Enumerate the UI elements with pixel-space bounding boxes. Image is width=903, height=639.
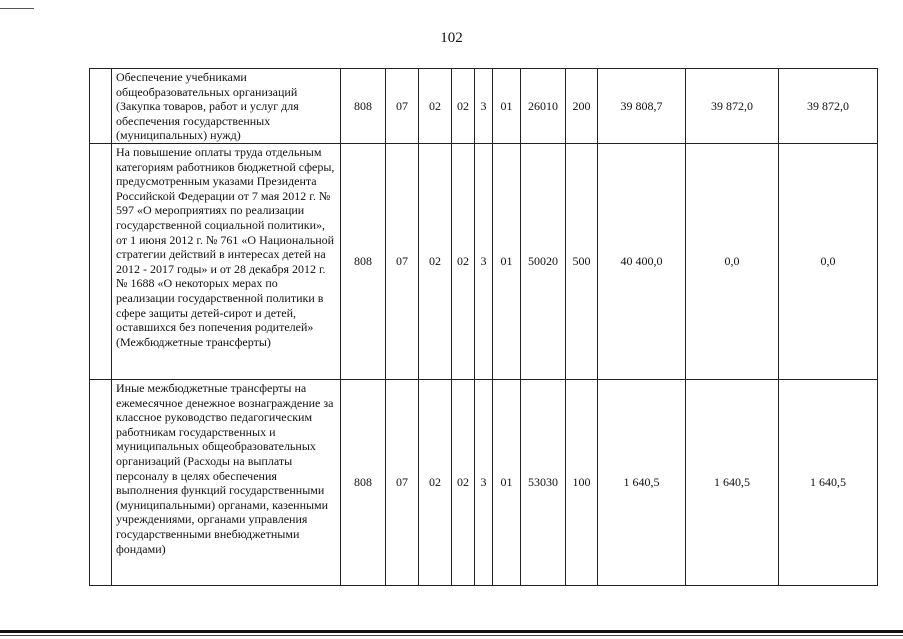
amount-year-3-cell: 1 640,5 xyxy=(779,380,878,586)
amount-year-1-cell: 39 808,7 xyxy=(598,69,686,144)
bottom-border-line xyxy=(0,635,903,636)
row-index-cell xyxy=(90,69,112,144)
direction-code-cell: 26010 xyxy=(521,69,566,144)
subprogram-code-cell: 3 xyxy=(475,69,493,144)
subprogram-code-cell: 3 xyxy=(475,144,493,380)
expense-type-cell: 100 xyxy=(566,380,598,586)
direction-code-cell: 50020 xyxy=(521,144,566,380)
section-code-cell: 07 xyxy=(386,69,419,144)
program-code-cell: 02 xyxy=(452,69,475,144)
ministry-code-cell: 808 xyxy=(341,69,386,144)
amount-year-2-cell: 1 640,5 xyxy=(686,380,779,586)
amount-year-3-cell: 0,0 xyxy=(779,144,878,380)
amount-year-2-cell: 39 872,0 xyxy=(686,69,779,144)
amount-year-3-cell: 39 872,0 xyxy=(779,69,878,144)
subprogram-code-cell: 3 xyxy=(475,380,493,586)
row-index-cell xyxy=(90,144,112,380)
activity-code-cell: 01 xyxy=(493,69,521,144)
direction-code-cell: 53030 xyxy=(521,380,566,586)
activity-code-cell: 01 xyxy=(493,144,521,380)
expense-type-cell: 200 xyxy=(566,69,598,144)
top-corner-mark xyxy=(0,8,34,9)
amount-year-1-cell: 1 640,5 xyxy=(598,380,686,586)
program-code-cell: 02 xyxy=(452,144,475,380)
description-cell: На повышение оплаты труда отдельным категориям работников бюджетной сферы, предусмотренным указами Президента Российской Федерации от 7 мая 2012 г. № 597 «О мероприятиях по реализации государственной социальной политики», от 1 июня 2012 г. № 761 «О Национальной стратегии действий в интересах детей на 2012 - 2017 годы» и от 28 декабря 2012 г. № 1688 «О некоторых мерах по реализации государственной политики в сфере защиты детей-сирот и детей, оставшихся без попечения родителей» (Межбюджетные трансферты) xyxy=(112,144,341,380)
ministry-code-cell: 808 xyxy=(341,144,386,380)
amount-year-1-cell: 40 400,0 xyxy=(598,144,686,380)
ministry-code-cell: 808 xyxy=(341,380,386,586)
subsection-code-cell: 02 xyxy=(419,69,452,144)
subsection-code-cell: 02 xyxy=(419,144,452,380)
program-code-cell: 02 xyxy=(452,380,475,586)
expense-type-cell: 500 xyxy=(566,144,598,380)
bottom-border-line xyxy=(0,630,903,633)
description-cell: Иные межбюджетные трансферты на ежемесячное денежное вознаграждение за классное руководство педагогическим работникам государственных и муниципальных общеобразовательных организаций (Расходы на выплаты персоналу в целях обеспечения выполнения функций государственными (муниципальными) органами, казенными учреждениями, органами управления государственными внебюджетными фондами) xyxy=(112,380,341,586)
table-row xyxy=(90,69,878,144)
page-number: 102 xyxy=(440,30,463,46)
budget-table xyxy=(89,68,878,586)
amount-year-2-cell: 0,0 xyxy=(686,144,779,380)
subsection-code-cell: 02 xyxy=(419,380,452,586)
table-row xyxy=(90,144,878,380)
row-index-cell xyxy=(90,380,112,586)
section-code-cell: 07 xyxy=(386,380,419,586)
table-row xyxy=(90,380,878,586)
description-cell: Обеспечение учебниками общеобразовательных организаций (Закупка товаров, работ и услуг для обеспечения государственных (муниципальных) нужд) xyxy=(112,69,341,144)
activity-code-cell: 01 xyxy=(493,380,521,586)
section-code-cell: 07 xyxy=(386,144,419,380)
